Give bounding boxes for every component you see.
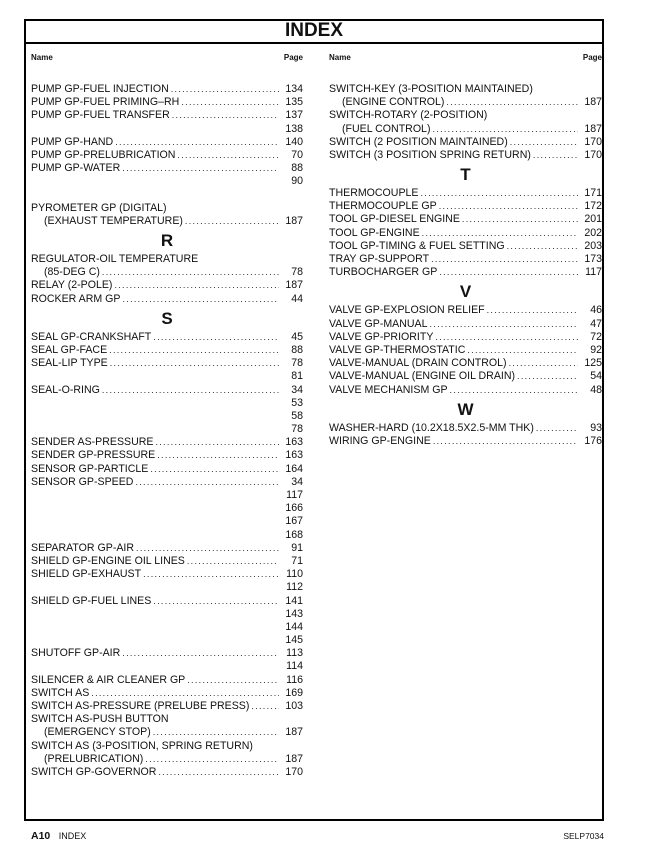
entry-name: VALVE GP-MANUAL	[329, 317, 428, 330]
entry-name: SENSOR GP-PARTICLE	[31, 462, 149, 475]
index-entry	[31, 357, 303, 370]
entry-page: 187	[285, 279, 303, 292]
dot-leader	[170, 109, 279, 122]
index-entry	[31, 463, 303, 476]
entry-page: 72	[590, 330, 602, 343]
index-entry	[329, 435, 602, 448]
index-entry	[329, 344, 602, 357]
index-entry	[31, 568, 303, 581]
dot-leader	[148, 463, 279, 476]
entry-page: 168	[285, 528, 303, 541]
dot-leader	[169, 83, 279, 96]
entry-page: 46	[590, 304, 602, 317]
entry-page: 78	[291, 266, 303, 279]
index-entry	[31, 634, 303, 647]
entry-page: 58	[291, 409, 303, 422]
index-entry	[31, 436, 303, 449]
entry-name: SWITCH-ROTARY (2-POSITION)	[329, 109, 488, 122]
dot-leader	[153, 436, 279, 449]
entry-page: 78	[291, 423, 303, 436]
section-letter: V	[459, 282, 472, 302]
index-entry	[31, 726, 303, 739]
entry-name: SWITCH (2 POSITION MAINTAINED)	[329, 135, 508, 148]
dot-leader	[465, 344, 578, 357]
index-entry	[31, 123, 303, 136]
entry-page: 116	[286, 673, 303, 686]
entry-page: 137	[285, 109, 303, 122]
index-entry	[31, 766, 303, 779]
dot-leader	[179, 96, 279, 109]
index-entry	[329, 318, 602, 331]
entry-name: WIRING GP-ENGINE	[329, 434, 431, 447]
index-entry	[329, 304, 602, 317]
entry-name: SHIELD GP-FUEL LINES	[31, 594, 152, 607]
index-entry	[31, 215, 303, 228]
entry-page: 163	[285, 436, 303, 449]
index-entry	[329, 240, 602, 253]
entry-name: VALVE GP-PRIORITY	[329, 330, 434, 343]
entry-name: SWITCH (3 POSITION SPRING RETURN)	[329, 148, 531, 161]
entry-page: 78	[291, 357, 303, 370]
dot-leader	[107, 344, 279, 357]
index-entry	[329, 187, 602, 200]
entry-name: (PRELUBRICATION)	[44, 752, 144, 765]
entry-name: SWITCH AS	[31, 686, 90, 699]
index-entry	[31, 384, 303, 397]
entry-page: 170	[584, 135, 602, 148]
index-entry	[31, 149, 303, 162]
index-entry	[31, 502, 303, 515]
dot-leader	[100, 384, 279, 397]
index-entry	[31, 136, 303, 149]
dot-leader	[134, 542, 279, 555]
index-entry	[329, 214, 602, 227]
entry-page: 81	[291, 370, 303, 383]
entry-name: VALVE-MANUAL (DRAIN CONTROL)	[329, 357, 507, 370]
index-entry	[31, 595, 303, 608]
entry-page: 71	[291, 554, 303, 567]
index-entry	[31, 687, 303, 700]
index-entry	[329, 109, 602, 122]
entry-page: 54	[590, 370, 602, 383]
dot-leader	[112, 279, 279, 292]
dot-leader	[430, 123, 578, 136]
index-entry	[329, 253, 602, 266]
entry-page: 112	[286, 581, 303, 594]
index-entry	[329, 149, 602, 162]
index-entry	[329, 370, 602, 383]
entry-name: PYROMETER GP (DIGITAL)	[31, 201, 167, 214]
entry-name: VALVE MECHANISM GP	[329, 383, 448, 396]
entry-name: (EXHAUST TEMPERATURE)	[44, 214, 183, 227]
entry-name: (85-DEG C)	[44, 266, 100, 279]
entry-page: 187	[584, 96, 602, 109]
index-entry	[31, 489, 303, 502]
dot-leader	[505, 240, 578, 253]
dot-leader	[151, 331, 279, 344]
entry-name: SWITCH AS (3-POSITION, SPRING RETURN)	[31, 739, 253, 752]
entry-page: 34	[291, 383, 303, 396]
entry-name: SHUTOFF GP-AIR	[31, 647, 121, 660]
dot-leader	[151, 726, 279, 739]
index-entry	[31, 344, 303, 357]
entry-name: SHIELD GP-ENGINE OIL LINES	[31, 554, 185, 567]
index-column-right	[329, 45, 602, 447]
index-entry	[329, 83, 602, 96]
entry-name: (FUEL CONTROL)	[342, 122, 431, 135]
entry-page: 53	[291, 396, 303, 409]
entry-name: PUMP GP-HAND	[31, 135, 114, 148]
entry-page: 201	[584, 213, 602, 226]
entry-page: 138	[285, 122, 303, 135]
dot-leader	[444, 96, 578, 109]
entry-page: 134	[285, 82, 303, 95]
entry-name: WASHER-HARD (10.2X18.5X2.5-MM THK)	[329, 421, 534, 434]
dot-leader	[534, 422, 578, 435]
entry-name: SENDER GP-PRESSURE	[31, 449, 156, 462]
index-entry	[31, 397, 303, 410]
section-letter: W	[457, 399, 474, 419]
index-entry	[31, 266, 303, 279]
entry-name: PUMP GP-WATER	[31, 162, 121, 175]
dot-leader	[143, 753, 279, 766]
dot-leader	[155, 449, 279, 462]
dot-leader	[460, 213, 578, 226]
page-header: Page	[582, 53, 602, 62]
entry-page: 90	[291, 175, 303, 188]
index-entry	[31, 476, 303, 489]
index-entry	[31, 608, 303, 621]
index-entry	[31, 370, 303, 383]
entry-name: RELAY (2-POLE)	[31, 279, 113, 292]
index-entry	[31, 96, 303, 109]
index-entry	[31, 279, 303, 292]
dot-leader	[183, 215, 279, 228]
entry-page: 44	[291, 292, 303, 305]
entry-page: 173	[584, 253, 602, 266]
entry-page: 70	[291, 148, 303, 161]
dot-leader	[120, 293, 279, 306]
dot-leader	[429, 253, 578, 266]
index-entry	[31, 542, 303, 555]
index-entry	[31, 410, 303, 423]
entry-name: SHIELD GP-EXHAUST	[31, 568, 142, 581]
entry-page: 47	[590, 317, 602, 330]
entry-page: 187	[285, 726, 303, 739]
entry-page: 166	[285, 502, 303, 515]
entry-name: SEAL GP-CRANKSHAFT	[31, 330, 152, 343]
entry-page: 135	[285, 96, 303, 109]
page-footer	[31, 830, 604, 842]
entry-page: 114	[286, 660, 303, 673]
index-entry	[31, 175, 303, 188]
entry-page: 93	[590, 421, 602, 434]
entry-page: 91	[291, 541, 303, 554]
dot-leader	[120, 162, 279, 175]
index-entry	[31, 83, 303, 96]
entry-page: 145	[285, 634, 303, 647]
section-letter: R	[160, 231, 174, 251]
entry-page: 113	[286, 647, 303, 660]
footer-page-number: A10	[31, 830, 51, 842]
index-entry	[31, 661, 303, 674]
entry-page: 169	[285, 686, 303, 699]
entry-page: 163	[285, 449, 303, 462]
index-entry	[31, 331, 303, 344]
entry-page: 187	[285, 214, 303, 227]
index-entry	[31, 621, 303, 634]
entry-name: SILENCER & AIR CLEANER GP	[31, 673, 186, 686]
entry-page: 45	[291, 330, 303, 343]
dot-leader	[175, 149, 279, 162]
entry-page: 203	[584, 239, 602, 252]
entry-page: 117	[585, 266, 602, 279]
entry-name: SEPARATOR GP-AIR	[31, 541, 135, 554]
entry-name: SWITCH AS-PUSH BUTTON	[31, 713, 169, 726]
index-list-right	[329, 83, 602, 448]
dot-leader	[448, 384, 578, 397]
index-entry	[31, 674, 303, 687]
dot-leader	[249, 700, 279, 713]
entry-page: 88	[291, 343, 303, 356]
entry-page: 170	[285, 765, 303, 778]
entry-name: THERMOCOUPLE GP	[329, 200, 437, 213]
index-entry	[329, 266, 602, 279]
entry-name: PUMP GP-FUEL PRIMING–RH	[31, 96, 180, 109]
entry-name: SWITCH AS-PRESSURE (PRELUBE PRESS)	[31, 700, 250, 713]
dot-leader	[156, 766, 279, 779]
dot-leader	[508, 136, 578, 149]
entry-page: 143	[285, 607, 303, 620]
dot-leader	[420, 227, 578, 240]
entry-page: 164	[285, 462, 303, 475]
entry-page: 172	[584, 200, 602, 213]
dot-leader	[151, 595, 279, 608]
index-entry	[329, 200, 602, 213]
entry-page: 171	[584, 187, 602, 200]
entry-name: TOOL GP-ENGINE	[329, 226, 420, 239]
dot-leader	[428, 318, 578, 331]
dot-leader	[431, 435, 578, 448]
page-header: Page	[283, 53, 303, 62]
entry-name: TOOL GP-TIMING & FUEL SETTING	[329, 239, 505, 252]
dot-leader	[485, 304, 578, 317]
index-entry	[329, 96, 602, 109]
entry-name: (EMERGENCY STOP)	[44, 726, 151, 739]
entry-page: 34	[291, 475, 303, 488]
entry-name: (ENGINE CONTROL)	[342, 96, 445, 109]
entry-name: SEAL-O-RING	[31, 383, 100, 396]
entry-name: PUMP GP-FUEL INJECTION	[31, 82, 169, 95]
dot-leader	[89, 687, 279, 700]
dot-leader	[141, 568, 279, 581]
dot-leader	[185, 674, 279, 687]
entry-name: TURBOCHARGER GP	[329, 266, 438, 279]
index-list-left	[31, 83, 303, 779]
dot-leader	[418, 187, 578, 200]
entry-name: REGULATOR-OIL TEMPERATURE	[31, 253, 199, 266]
index-entry	[329, 357, 602, 370]
column-header	[329, 53, 602, 70]
index-entry	[329, 123, 602, 136]
index-entry	[31, 581, 303, 594]
index-entry	[31, 253, 303, 266]
entry-page: 202	[584, 226, 602, 239]
entry-name: VALVE-MANUAL (ENGINE OIL DRAIN)	[329, 370, 516, 383]
dot-leader	[133, 476, 279, 489]
index-entry	[31, 713, 303, 726]
dot-leader	[531, 149, 578, 162]
entry-name: TRAY GP-SUPPORT	[329, 253, 430, 266]
index-entry	[31, 515, 303, 528]
entry-page: 110	[286, 568, 303, 581]
entry-page: 144	[285, 620, 303, 633]
name-header: Name	[31, 53, 53, 62]
index-entry	[31, 647, 303, 660]
index-entry	[329, 331, 602, 344]
entry-name: SENSOR GP-SPEED	[31, 475, 134, 488]
index-entry	[329, 422, 602, 435]
dot-leader	[113, 136, 279, 149]
index-entry	[31, 293, 303, 306]
entry-page: 176	[584, 434, 602, 447]
dot-leader	[437, 200, 578, 213]
index-entry	[31, 450, 303, 463]
entry-name: PUMP GP-FUEL TRANSFER	[31, 109, 170, 122]
entry-page: 187	[584, 122, 602, 135]
index-entry	[31, 740, 303, 753]
index-column-left	[31, 45, 303, 778]
entry-name: ROCKER ARM GP	[31, 292, 121, 305]
entry-name: TOOL GP-DIESEL ENGINE	[329, 213, 460, 226]
dot-leader	[437, 266, 578, 279]
index-entry	[31, 202, 303, 215]
index-entry	[329, 227, 602, 240]
entry-page: 103	[285, 700, 303, 713]
entry-page: 167	[285, 515, 303, 528]
dot-leader	[108, 357, 279, 370]
section-letter: T	[460, 165, 471, 185]
entry-name: SWITCH GP-GOVERNOR	[31, 765, 157, 778]
index-entry	[31, 162, 303, 175]
entry-page: 88	[291, 162, 303, 175]
entry-page: 170	[584, 148, 602, 161]
entry-page: 48	[590, 383, 602, 396]
footer-label: INDEX	[58, 831, 87, 841]
index-entry	[329, 384, 602, 397]
index-entry	[31, 529, 303, 542]
dot-leader	[433, 331, 578, 344]
dot-leader	[507, 357, 578, 370]
name-header: Name	[329, 53, 351, 62]
entry-name: SEAL-LIP TYPE	[31, 357, 108, 370]
entry-page: 92	[590, 343, 602, 356]
entry-name: VALVE GP-EXPLOSION RELIEF	[329, 304, 485, 317]
index-entry	[329, 136, 602, 149]
footer-code: SELP7034	[563, 831, 604, 841]
entry-name: SEAL GP-FACE	[31, 343, 108, 356]
spacer	[31, 189, 303, 202]
section-letter: S	[161, 308, 173, 328]
entry-page: 140	[285, 135, 303, 148]
index-entry	[31, 423, 303, 436]
index-entry	[31, 555, 303, 568]
index-entry	[31, 109, 303, 122]
page-title: INDEX	[24, 19, 604, 44]
entry-name: PUMP GP-PRELUBRICATION	[31, 148, 176, 161]
entry-page: 117	[286, 489, 303, 502]
column-header	[31, 53, 303, 70]
entry-name: SWITCH-KEY (3-POSITION MAINTAINED)	[329, 82, 533, 95]
index-entry	[31, 700, 303, 713]
entry-name: SENDER AS-PRESSURE	[31, 436, 154, 449]
entry-page: 125	[584, 357, 602, 370]
entry-page: 187	[285, 752, 303, 765]
dot-leader	[120, 647, 279, 660]
entry-page: 141	[285, 594, 303, 607]
index-entry	[31, 753, 303, 766]
entry-name: THERMOCOUPLE	[329, 187, 419, 200]
dot-leader	[185, 555, 279, 568]
entry-name: VALVE GP-THERMOSTATIC	[329, 343, 466, 356]
dot-leader	[515, 370, 578, 383]
dot-leader	[100, 266, 279, 279]
